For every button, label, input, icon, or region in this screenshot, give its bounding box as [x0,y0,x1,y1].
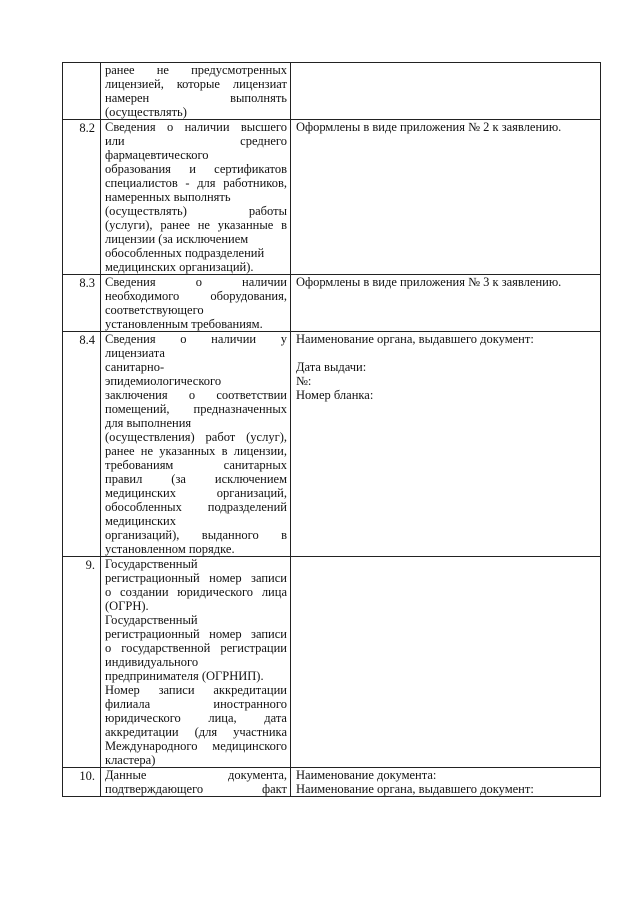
description-line: эпидемиологического [105,374,222,388]
description-line: филиала иностранного [105,697,287,711]
description-line: о создании юридического лица [105,585,287,599]
table-row [63,63,601,120]
description-line: (услуги), ранее не указанные в [105,218,287,232]
table-row [63,275,601,332]
item-value [291,63,601,120]
description-line: ранее не указанных в лицензии, [105,444,287,458]
description-line: Номер записи аккредитации [105,683,287,697]
description-line: (осуществления) работ (услуг), [105,430,287,444]
description-line: Сведения о наличии у [105,332,287,346]
description-line: специалистов - для работников, [105,176,287,190]
item-description [101,120,291,275]
description-line: предпринимателя (ОГРНИП). [105,669,264,683]
item-number: 8.4 [63,332,101,557]
item-description [101,768,291,797]
table-row [63,768,601,797]
description-line: (осуществлять) [105,105,187,119]
description-line: аккредитации (для участника [105,725,287,739]
description-line: подтверждающего факт [105,782,287,796]
description-line: ранее не предусмотренных [105,63,287,77]
table-row [63,120,601,275]
description-line: установленным требованиям. [105,317,263,331]
item-description [101,557,291,768]
description-line: соответствующего [105,303,204,317]
table-body [63,63,601,797]
item-number [63,63,101,120]
description-line: для выполнения [105,416,192,430]
description-line: заключения о соответствии [105,388,287,402]
table-row [63,557,601,768]
description-line: медицинских организаций, [105,486,287,500]
description-line: необходимого оборудования, [105,289,287,303]
item-value [291,120,601,275]
value-line: №: [296,374,312,388]
description-line: юридического лица, дата [105,711,287,725]
description-line: индивидуального [105,655,199,669]
value-line: Дата выдачи: [296,360,367,374]
item-value [291,275,601,332]
value-line: Номер бланка: [296,388,374,402]
description-line: лицензии (за исключением [105,232,249,246]
description-line: регистрационный номер записи [105,627,287,641]
value-line: Наименование органа, выдавшего документ: [296,332,534,346]
description-line: организаций), выданного в [105,528,287,542]
description-line: медицинских [105,514,176,528]
description-line: Данные документа, [105,768,287,782]
description-line: помещений, предназначенных [105,402,287,416]
description-line: намерен выполнять [105,91,287,105]
item-value [291,768,601,797]
item-number: 8.3 [63,275,101,332]
item-value [291,332,601,557]
item-number: 8.2 [63,120,101,275]
item-description [101,275,291,332]
description-line: Государственный [105,613,198,627]
value-line: Оформлены в виде приложения № 3 к заявлению. [296,275,562,289]
description-line: (осуществлять) работы [105,204,287,218]
value-line: Оформлены в виде приложения № 2 к заявлению. [296,120,562,134]
item-description [101,63,291,120]
description-line: (ОГРН). [105,599,149,613]
description-line: или среднего [105,134,287,148]
description-line: лицензиата [105,346,165,360]
description-line: Сведения о наличии [105,275,287,289]
description-line: правил (за исключением [105,472,287,486]
item-number: 9. [63,557,101,768]
value-line: Наименование органа, выдавшего документ: [296,782,534,796]
value-line: Наименование документа: [296,768,437,782]
description-line: обособленных подразделений [105,246,265,260]
description-line: кластера) [105,753,156,767]
description-line: регистрационный номер записи [105,571,287,585]
item-description [101,332,291,557]
description-line: Государственный [105,557,198,571]
item-value [291,557,601,768]
description-line: Сведения о наличии высшего [105,120,287,134]
description-line: санитарно- [105,360,165,374]
description-line: о государственной регистрации [105,641,287,655]
description-line: медицинских организаций). [105,260,254,274]
application-table [62,62,601,797]
description-line: намеренных выполнять [105,190,231,204]
description-line: обособленных подразделений [105,500,287,514]
description-line: Международного медицинского [105,739,287,753]
description-line: лицензией, которые лицензиат [105,77,287,91]
table-row [63,332,601,557]
description-line: требованиям санитарных [105,458,287,472]
description-line: образования и сертификатов [105,162,287,176]
item-number: 10. [63,768,101,797]
description-line: установленном порядке. [105,542,235,556]
description-line: фармацевтического [105,148,209,162]
